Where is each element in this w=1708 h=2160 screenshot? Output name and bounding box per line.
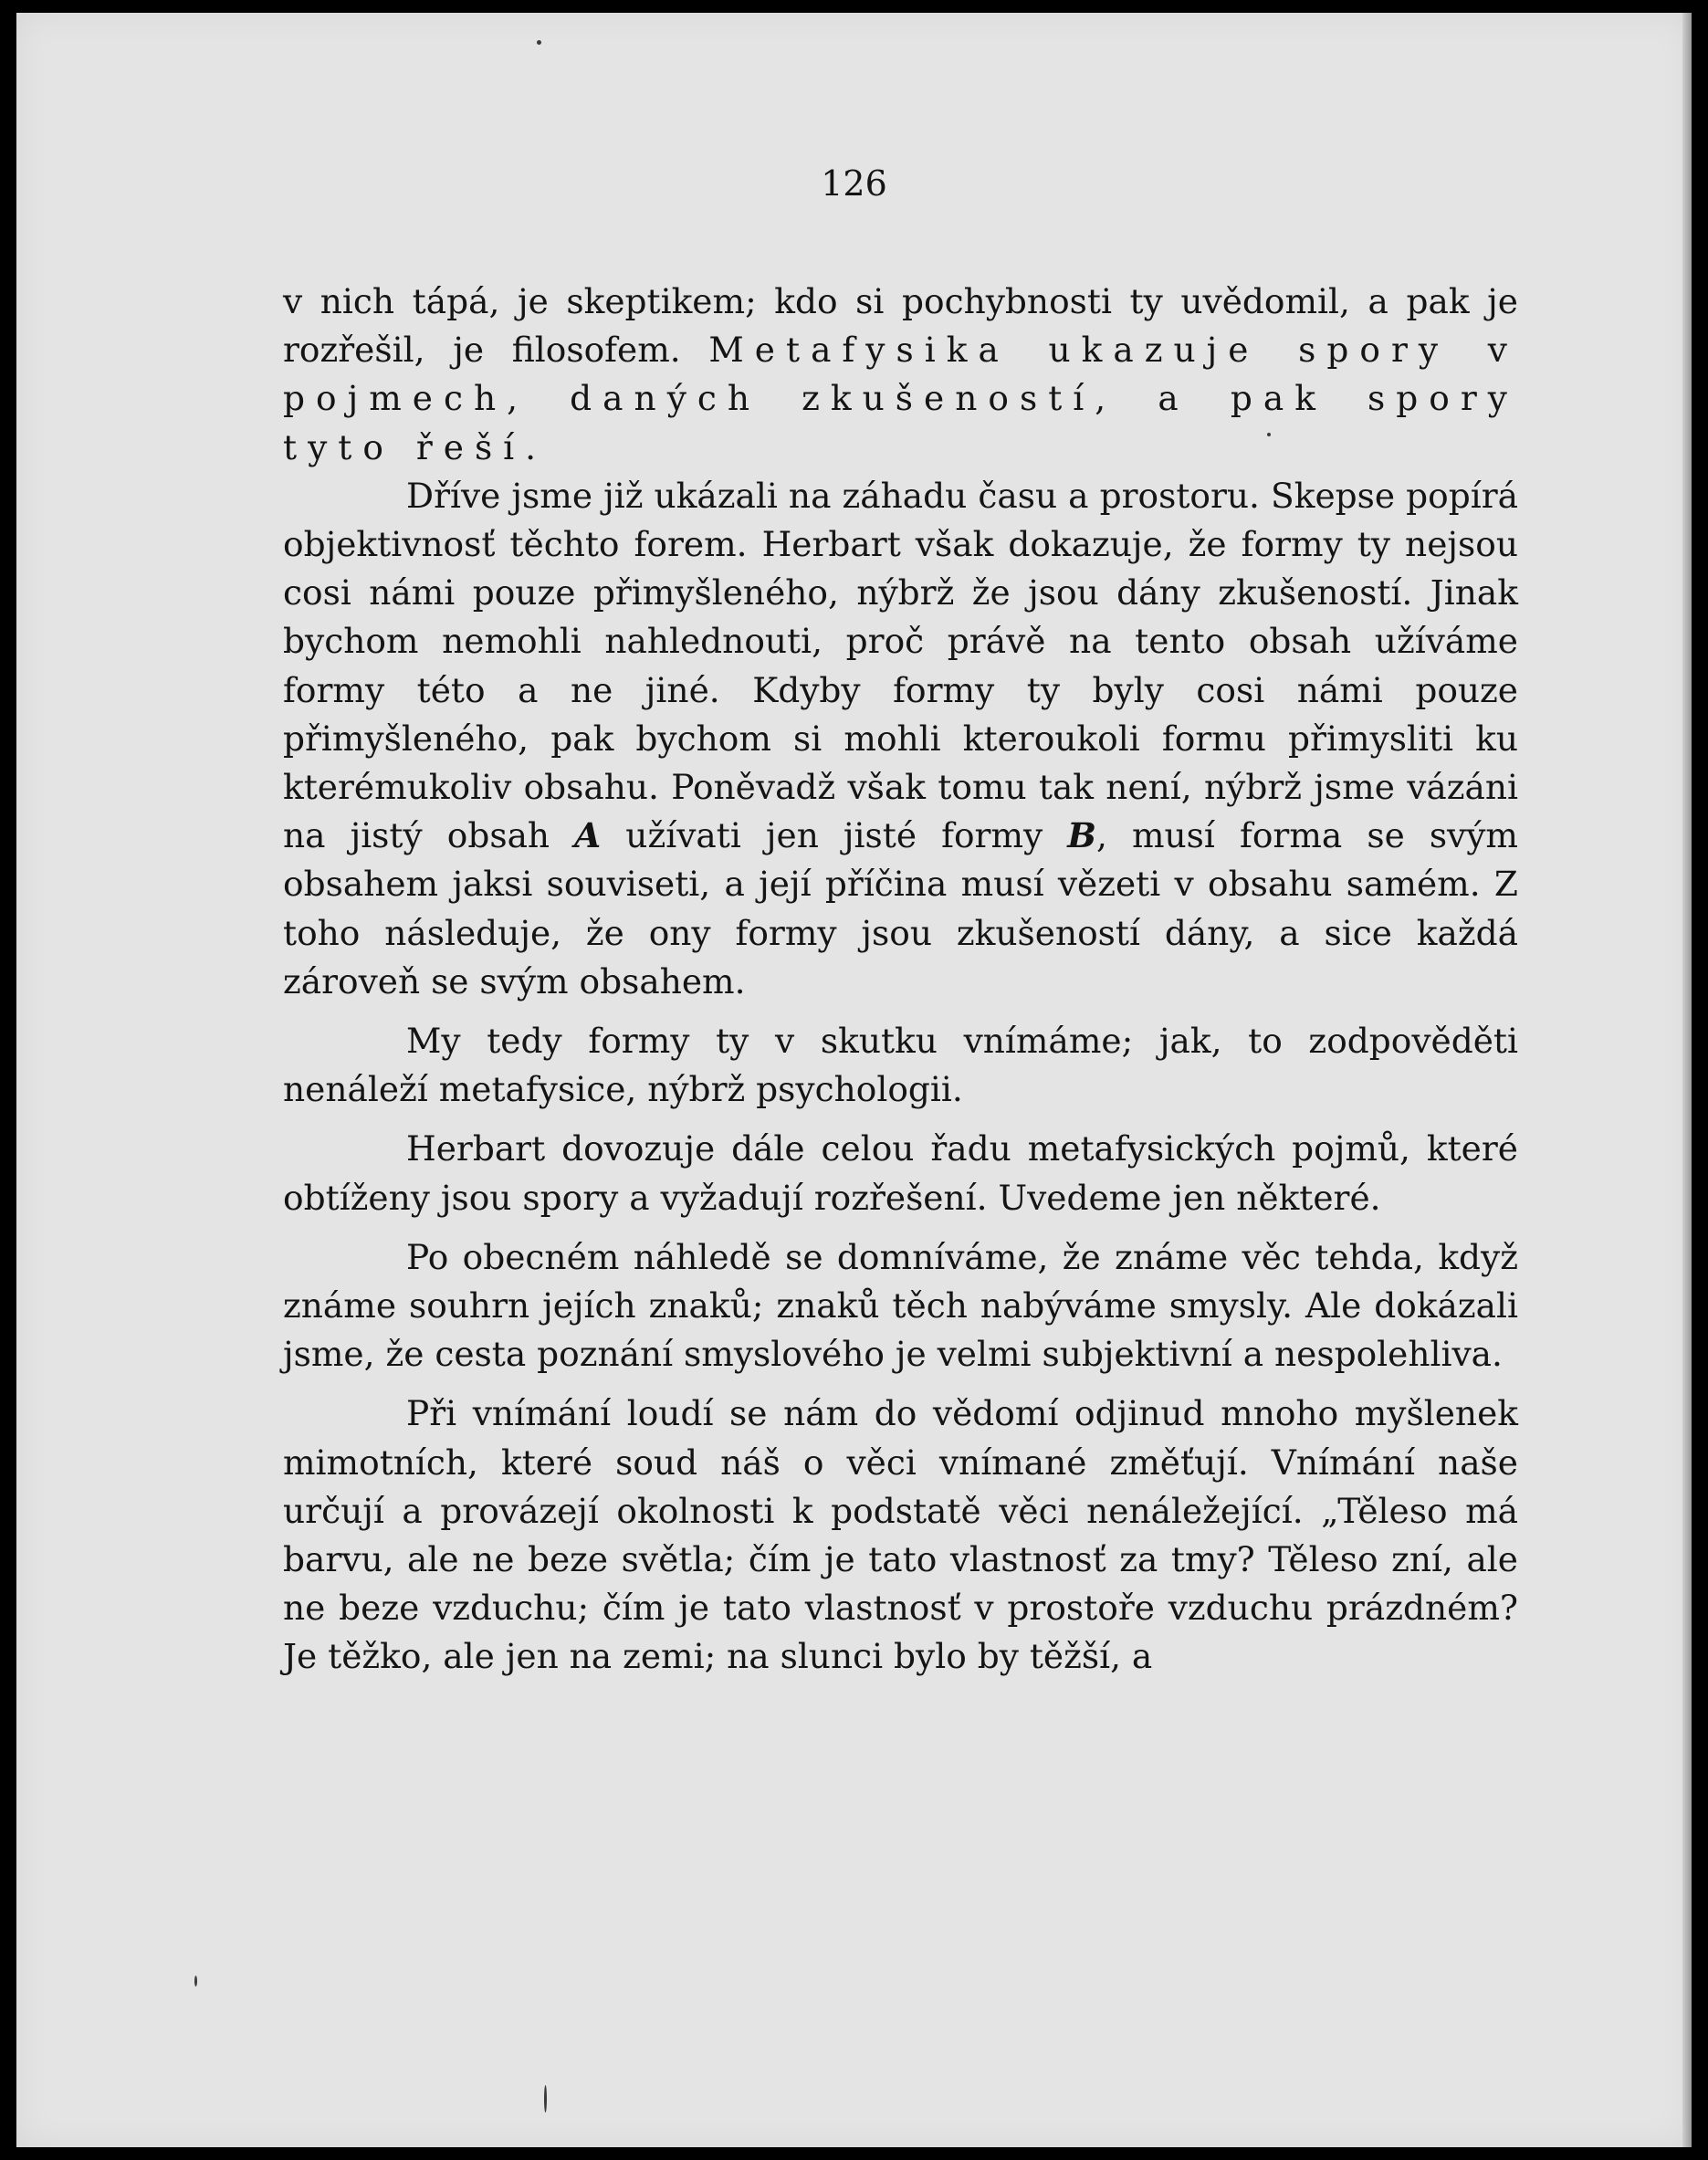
paragraph-1 bbox=[283, 278, 1518, 472]
paragraph-3: My tedy formy ty v skutku vnímáme; jak, to zodpověděti nenáleží metafysice, nýbrž psychologii. bbox=[283, 1021, 1518, 1110]
scan-speck bbox=[1267, 433, 1271, 436]
scan-speck bbox=[544, 2085, 547, 2113]
book-page bbox=[16, 13, 1692, 2147]
spaced-emphasis: Metafysika ukazuje spory v pojmech, daných zkušeností, a pak spory tyto řeší. bbox=[283, 330, 1518, 467]
paragraph-1-text: v nich tápá, je skeptikem; kdo si pochybnosti ty uvědomil, a pak je rozřešil, je filosofem. bbox=[283, 281, 1518, 371]
paragraph-2-text-a: Dříve jsme již ukázali na záhadu času a prostoru. Skepse popírá objektivnosť těchto forem. Herbart však dokazuje, že formy ty nejsou cosi námi pouze přimyšleného, nýbrž že jsou dány zkušeností. Jinak bychom nemohli nahlednouti, proč právě na tento obsah užíváme formy této a ne jiné. Kdyby formy ty byly cosi námi pouze přimyšleného, pak bychom si mohli kteroukoli formu přimysliti ku kterémukoliv obsahu. Poněvadž však tomu tak není, nýbrž jsme vázáni na jistý obsah bbox=[283, 475, 1518, 856]
paragraph-2-text-b: užívati jen jisté formy bbox=[601, 815, 1068, 856]
scan-speck bbox=[537, 40, 541, 45]
paragraph-2-text-c: , musí forma se svým obsahem jaksi souviseti, a její příčina musí vězeti v obsahu samém. Z toho následuje, že ony formy jsou zkušeností dány, a sice každá zároveň se svým obsahem. bbox=[283, 815, 1518, 1001]
paragraph-2 bbox=[283, 472, 1518, 1006]
paragraph-5: Po obecném náhledě se domníváme, že známe věc tehda, když známe souhrn jejích znaků; znaků těch nabýváme smysly. Ale dokázali jsme, že cesta poznání smyslového je velmi subjektivní a nespolehliva. bbox=[283, 1236, 1518, 1375]
variable-a: A bbox=[574, 815, 602, 856]
paragraph-6: Při vnímání loudí se nám do vědomí odjinud mnoho myšlenek mimotních, které soud náš o věci vnímané změťují. Vnímání naše určují a provázejí okolnosti k podstatě věci nenáležející. „Těleso má barvu, ale ne beze světla; čím je tato vlastnosť za tmy? Těleso zní, ale ne beze vzduchu; čím je tato vlastnosť v prostoře vzduchu prázdném? Je těžko, ale jen na zemi; na slunci bylo by těžší, a bbox=[283, 1393, 1518, 1677]
scan-speck bbox=[194, 1976, 197, 1987]
page-edge bbox=[1682, 13, 1692, 2147]
body-text bbox=[283, 278, 1518, 1682]
variable-b: B bbox=[1067, 815, 1096, 856]
page-number: 126 bbox=[821, 163, 887, 204]
paragraph-4: Herbart dovozuje dále celou řadu metafysických pojmů, které obtíženy jsou spory a vyžadují rozřešení. Uvedeme jen některé. bbox=[283, 1128, 1518, 1218]
